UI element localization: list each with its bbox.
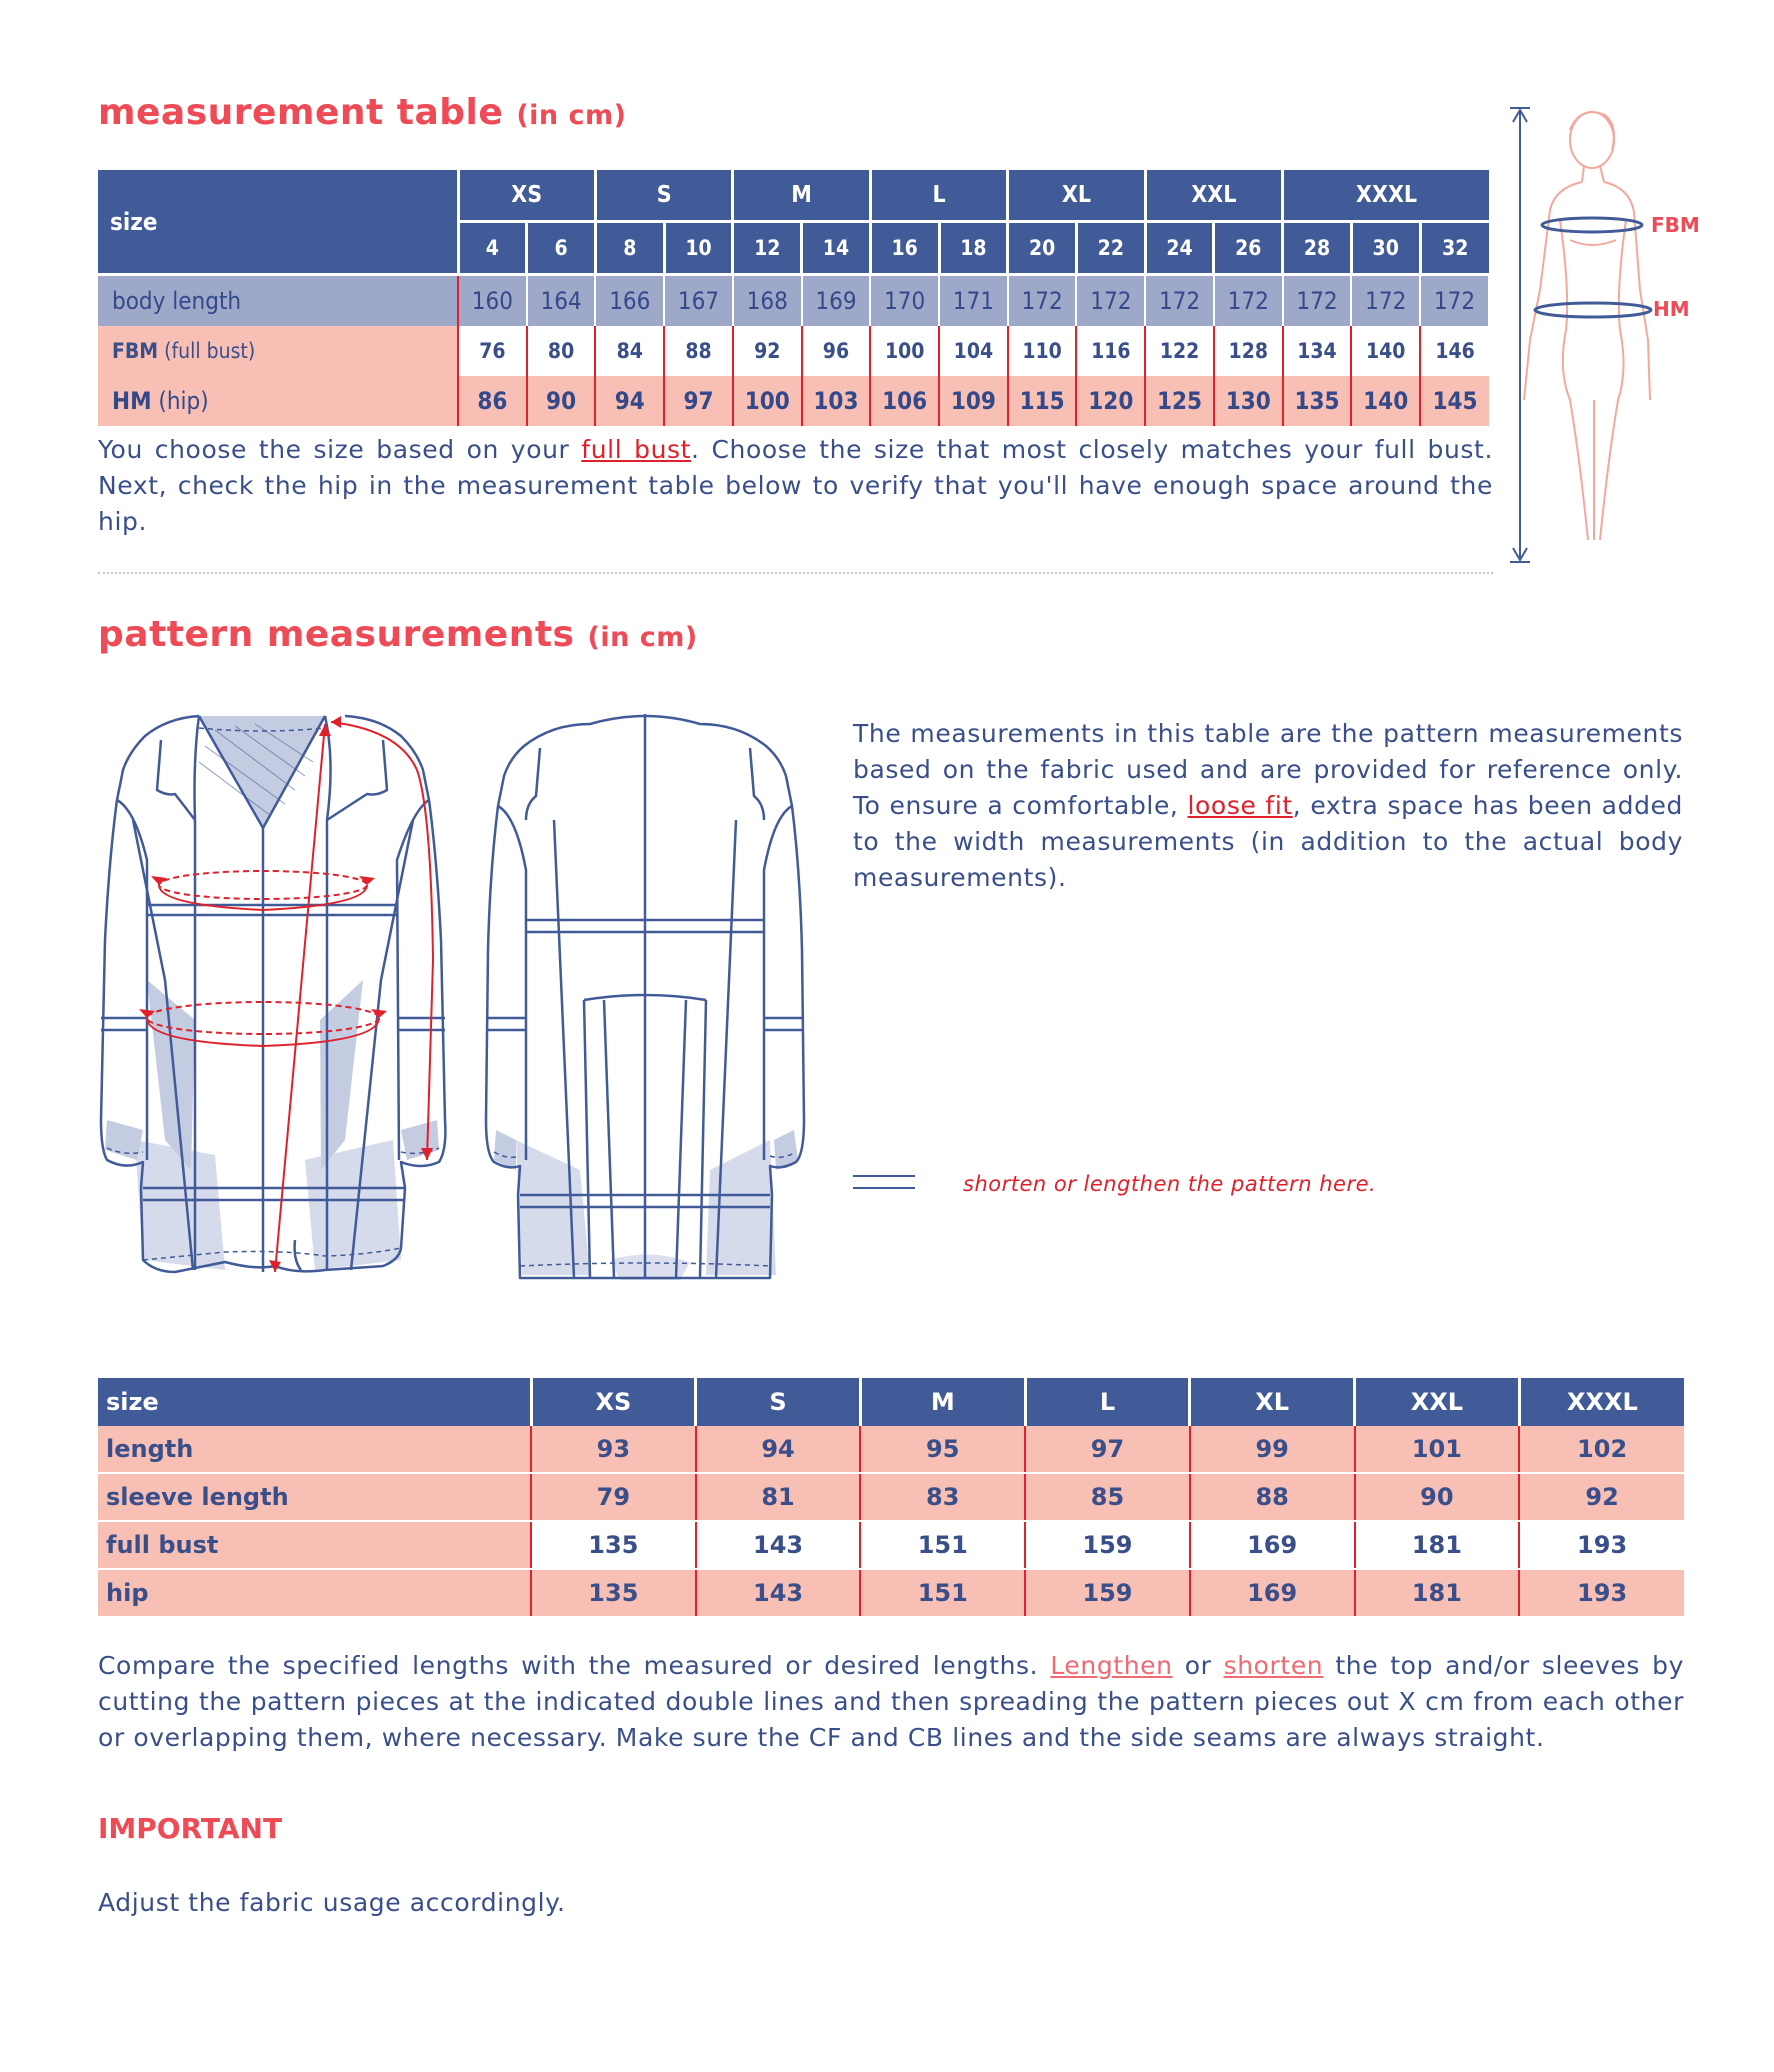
measurement-cell: 100 xyxy=(733,376,802,426)
measurement-cell: 172 xyxy=(1214,275,1283,327)
measurement-cell: 109 xyxy=(939,376,1008,426)
measurement-cell: 164 xyxy=(527,275,596,327)
size-number-header: 30 xyxy=(1351,222,1420,275)
measurement-table xyxy=(98,170,1490,426)
measurement-cell: 172 xyxy=(1420,275,1489,327)
size-number-header: 12 xyxy=(733,222,802,275)
measurement-cell: 140 xyxy=(1351,376,1420,426)
size-header: size xyxy=(98,170,458,275)
size-number-header: 4 xyxy=(458,222,527,275)
pattern-cell: 95 xyxy=(860,1426,1025,1473)
measurement-cell: 172 xyxy=(1145,275,1214,327)
size-group-header: XXL xyxy=(1145,170,1282,222)
size-number-header: 20 xyxy=(1008,222,1077,275)
legend-text: shorten or lengthen the pattern here. xyxy=(963,1172,1377,1196)
measurement-cell: 172 xyxy=(1351,275,1420,327)
pattern-size-col-header: M xyxy=(860,1378,1025,1426)
measurement-cell: 122 xyxy=(1145,326,1214,376)
section-divider xyxy=(98,572,1493,574)
pattern-cell: 159 xyxy=(1025,1521,1190,1569)
pattern-row-label: sleeve length xyxy=(98,1473,531,1521)
measurement-cell: 134 xyxy=(1283,326,1352,376)
measurement-cell: 104 xyxy=(939,326,1008,376)
measurement-cell: 80 xyxy=(527,326,596,376)
measurement-cell: 172 xyxy=(1283,275,1352,327)
measurement-cell: 169 xyxy=(802,275,871,327)
pattern-note: The measurements in this table are the pattern measurements based on the fabric used and are provided for reference only. To ensure a comfortable, loose fit, extra space has been added to the width measurements (in addition to the actual body measurements). xyxy=(853,719,1683,892)
pattern-cell: 169 xyxy=(1190,1521,1355,1569)
measurement-cell: 88 xyxy=(664,326,733,376)
measurement-cell: 94 xyxy=(595,376,664,426)
size-group-header: XS xyxy=(458,170,595,222)
measurement-cell: 97 xyxy=(664,376,733,426)
pattern-cell: 83 xyxy=(860,1473,1025,1521)
size-number-header: 6 xyxy=(527,222,596,275)
garment-back-illustration xyxy=(480,700,830,1290)
measurement-cell: 145 xyxy=(1420,376,1489,426)
row-label-body-length: body length xyxy=(98,275,458,327)
measurement-cell: 167 xyxy=(664,275,733,327)
measurement-cell: 90 xyxy=(527,376,596,426)
size-number-header: 22 xyxy=(1076,222,1145,275)
body-figure-illustration xyxy=(1500,100,1700,570)
fbm-measure-line xyxy=(1542,218,1642,232)
measurement-cell: 172 xyxy=(1008,275,1077,327)
pattern-cell: 159 xyxy=(1025,1569,1190,1617)
pattern-cell: 85 xyxy=(1025,1473,1190,1521)
measurement-cell: 115 xyxy=(1008,376,1077,426)
measurement-cell: 171 xyxy=(939,275,1008,327)
measurement-cell: 116 xyxy=(1076,326,1145,376)
measurement-cell: 135 xyxy=(1283,376,1352,426)
size-number-header: 28 xyxy=(1283,222,1352,275)
pattern-size-col-header: XXL xyxy=(1355,1378,1520,1426)
pattern-cell: 181 xyxy=(1355,1521,1520,1569)
pattern-cell: 135 xyxy=(531,1521,696,1569)
pattern-size-col-header: XS xyxy=(531,1378,696,1426)
measurement-note: You choose the size based on your full bust. Choose the size that most closely matches your full bust. Next, check the hip in the measurement table below to verify that you'll have enough space around the hip. xyxy=(98,435,1493,536)
measurement-cell: 170 xyxy=(870,275,939,327)
pattern-cell: 101 xyxy=(1355,1426,1520,1473)
measurement-cell: 110 xyxy=(1008,326,1077,376)
pattern-size-header: size xyxy=(98,1378,531,1426)
pattern-row-label: length xyxy=(98,1426,531,1473)
measurement-cell: 160 xyxy=(458,275,527,327)
full-bust-link[interactable]: full bust xyxy=(581,435,692,464)
measurement-cell: 84 xyxy=(595,326,664,376)
garment-front-illustration xyxy=(95,700,465,1290)
pattern-cell: 81 xyxy=(696,1473,861,1521)
lengthen-link[interactable]: Lengthen xyxy=(1050,1651,1173,1680)
pattern-cell: 97 xyxy=(1025,1426,1190,1473)
loose-fit-link[interactable]: loose fit xyxy=(1187,791,1293,820)
pattern-size-col-header: XL xyxy=(1190,1378,1355,1426)
pattern-cell: 193 xyxy=(1519,1521,1684,1569)
measurement-cell: 146 xyxy=(1420,326,1489,376)
pattern-size-col-header: L xyxy=(1025,1378,1190,1426)
size-group-header: XXXL xyxy=(1283,170,1489,222)
important-text: Adjust the fabric usage accordingly. xyxy=(98,1888,566,1917)
size-group-header: L xyxy=(870,170,1007,222)
measurement-cell: 120 xyxy=(1076,376,1145,426)
pattern-table xyxy=(98,1378,1684,1618)
hm-measure-line xyxy=(1535,303,1651,317)
size-number-header: 14 xyxy=(802,222,871,275)
measurement-cell: 168 xyxy=(733,275,802,327)
pattern-cell: 94 xyxy=(696,1426,861,1473)
measurement-cell: 100 xyxy=(870,326,939,376)
measurement-table-title: measurement table (in cm) xyxy=(98,92,627,133)
measurement-cell: 103 xyxy=(802,376,871,426)
fbm-figure-label: FBM xyxy=(1651,213,1700,237)
size-number-header: 10 xyxy=(664,222,733,275)
size-number-header: 26 xyxy=(1214,222,1283,275)
measurement-cell: 76 xyxy=(458,326,527,376)
pattern-cell: 169 xyxy=(1190,1569,1355,1617)
pattern-cell: 88 xyxy=(1190,1473,1355,1521)
size-number-header: 16 xyxy=(870,222,939,275)
pattern-size-col-header: S xyxy=(696,1378,861,1426)
pattern-cell: 151 xyxy=(860,1521,1025,1569)
measurement-cell: 92 xyxy=(733,326,802,376)
row-label-fbm: FBM (full bust) xyxy=(98,326,458,376)
size-group-header: S xyxy=(595,170,732,222)
pattern-cell: 151 xyxy=(860,1569,1025,1617)
pattern-cell: 79 xyxy=(531,1473,696,1521)
pattern-cell: 193 xyxy=(1519,1569,1684,1617)
measurement-cell: 125 xyxy=(1145,376,1214,426)
pattern-cell: 181 xyxy=(1355,1569,1520,1617)
size-number-header: 18 xyxy=(939,222,1008,275)
measurement-cell: 106 xyxy=(870,376,939,426)
measurement-cell: 140 xyxy=(1351,326,1420,376)
important-heading: IMPORTANT xyxy=(98,1812,283,1845)
double-line-legend-icon xyxy=(853,1175,915,1189)
pattern-cell: 92 xyxy=(1519,1473,1684,1521)
row-label-hm: HM (hip) xyxy=(98,376,458,426)
pattern-row-label: full bust xyxy=(98,1521,531,1569)
pattern-cell: 143 xyxy=(696,1569,861,1617)
measurement-cell: 86 xyxy=(458,376,527,426)
measurement-cell: 172 xyxy=(1076,275,1145,327)
shorten-link[interactable]: shorten xyxy=(1223,1651,1324,1680)
pattern-row-label: hip xyxy=(98,1569,531,1617)
size-number-header: 32 xyxy=(1420,222,1489,275)
pattern-cell: 99 xyxy=(1190,1426,1355,1473)
size-group-header: M xyxy=(733,170,870,222)
measurement-cell: 96 xyxy=(802,326,871,376)
pattern-measurements-title: pattern measurements (in cm) xyxy=(98,614,698,655)
pattern-cell: 143 xyxy=(696,1521,861,1569)
measurement-cell: 128 xyxy=(1214,326,1283,376)
size-number-header: 24 xyxy=(1145,222,1214,275)
pattern-size-col-header: XXXL xyxy=(1519,1378,1684,1426)
size-group-header: XL xyxy=(1008,170,1145,222)
measurement-cell: 130 xyxy=(1214,376,1283,426)
pattern-cell: 90 xyxy=(1355,1473,1520,1521)
pattern-cell: 135 xyxy=(531,1569,696,1617)
pattern-cell: 93 xyxy=(531,1426,696,1473)
measurement-cell: 166 xyxy=(595,275,664,327)
size-number-header: 8 xyxy=(595,222,664,275)
hm-figure-label: HM xyxy=(1653,297,1690,321)
pattern-cell: 102 xyxy=(1519,1426,1684,1473)
compare-note: Compare the specified lengths with the measured or desired lengths. Lengthen or shorten the top and/or sleeves by cutting the pattern pieces at the indicated double lines and then spreading the pattern pieces out X cm from each other or overlapping them, where necessary. Make sure the CF and CB lines and the side seams are always straight. xyxy=(98,1651,1684,1752)
